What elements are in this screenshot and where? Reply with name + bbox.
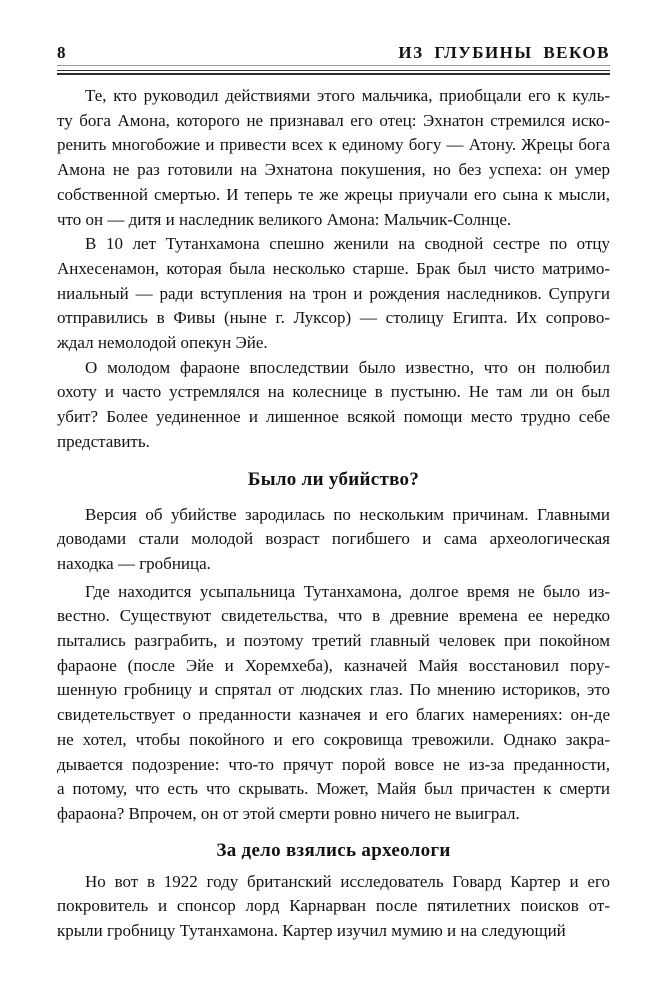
text-line: а потому, что есть что скрывать. Может, Майя был причастен к смерти (57, 779, 610, 799)
running-head: ИЗ ГЛУБИНЫ ВЕКОВ (398, 43, 610, 62)
header-rule (57, 70, 610, 75)
text-line: покровитель и спонсор лорд Карнарван после пятилетних поисков от- (57, 896, 610, 916)
text-line: Но вот в 1922 году британский исследователь Говард Картер и его (85, 871, 610, 891)
text-line: В 10 лет Тутанхамона спешно женили на сводной сестре по отцу (85, 234, 610, 254)
text-line: шенную гробницу и спрятал от людских глаз. По мнению историков, это (57, 680, 610, 700)
text-line: вестно. Существуют свидетельства, что в древние времена ее нередко (57, 606, 610, 626)
text-line: ждал немолодой опекун Эйе. (57, 333, 268, 353)
text-line: доводами стали молодой возраст погибшего и сама археологическая (57, 529, 610, 549)
text-line: убит? Более уединенное и лишенное всякой помощи место трудно себе (57, 407, 610, 427)
text-line: Версия об убийстве зародилась по нескольким причинам. Главными (85, 504, 610, 524)
paragraph-1 (57, 84, 610, 232)
page-number: 8 (57, 43, 66, 62)
page-content (57, 84, 610, 944)
paragraph-6 (57, 870, 610, 944)
text-line: Амона не раз готовили на Эхнатона покушения, но без успеха: он умер (57, 160, 610, 180)
text-line: находка — гробница. (57, 553, 211, 573)
section-heading-murder: Было ли убийство? (247, 468, 420, 490)
text-line: ту бога Амона, которого не признавал его отец: Эхнатон стремился иско- (57, 110, 610, 130)
section-heading-archaeologists: За дело взялись археологи (216, 839, 451, 861)
text-line: свидетельствует о преданности казначея и его благих намерениях: он-де (57, 705, 610, 725)
text-line: собственной смертью. И теперь те же жрецы приучали его сына к мысли, (57, 184, 610, 204)
text-line: Те, кто руководил действиями этого мальчика, приобщали его к куль- (85, 86, 610, 105)
text-line: фараоне (после Эйе и Хоремхеба), казначей Майя восстановил пору- (57, 655, 610, 675)
text-line: ренить многобожие и привести всех к единому богу — Атону. Жрецы бога (57, 135, 610, 155)
paragraph-4 (57, 503, 610, 577)
text-line: пытались разграбить, и поэтому третий главный человек при покойном (57, 631, 610, 651)
text-line: представить. (57, 431, 150, 451)
paragraph-2 (57, 232, 610, 356)
text-line: отправились в Фивы (ныне г. Луксор) — столицу Египта. Их сопрово- (57, 308, 610, 328)
text-line: Где находится усыпальница Тутанхамона, долгое время не было из- (85, 581, 610, 601)
text-line: что он — дитя и наследник великого Амона: Мальчик-Солнце. (57, 209, 512, 229)
text-line: крыли гробницу Тутанхамона. Картер изучил мумию и на следующий (57, 921, 566, 941)
text-line: Анхесенамон, которая была несколько старше. Брак был чисто матримо- (57, 258, 610, 278)
text-line: охоту и часто устремлялся на колеснице в пустыню. Не там ли он был (57, 382, 610, 402)
text-line: О молодом фараоне впоследствии было известно, что он полюбил (85, 357, 610, 377)
text-line: дывается подозрение: что-то прячут порой вовсе не из-за преданности, (57, 754, 610, 774)
text-line: фараона? Впрочем, он от этой смерти ровно ничего не выиграл. (57, 803, 520, 823)
page-header (57, 0, 610, 66)
paragraph-3 (57, 356, 610, 455)
paragraph-5 (57, 580, 610, 827)
text-line: ниальный — ради вступления на трон и рождения наследников. Супруги (57, 283, 610, 303)
text-line: не хотел, чтобы покойного и его сокровища тревожили. Однако закра- (57, 729, 610, 749)
